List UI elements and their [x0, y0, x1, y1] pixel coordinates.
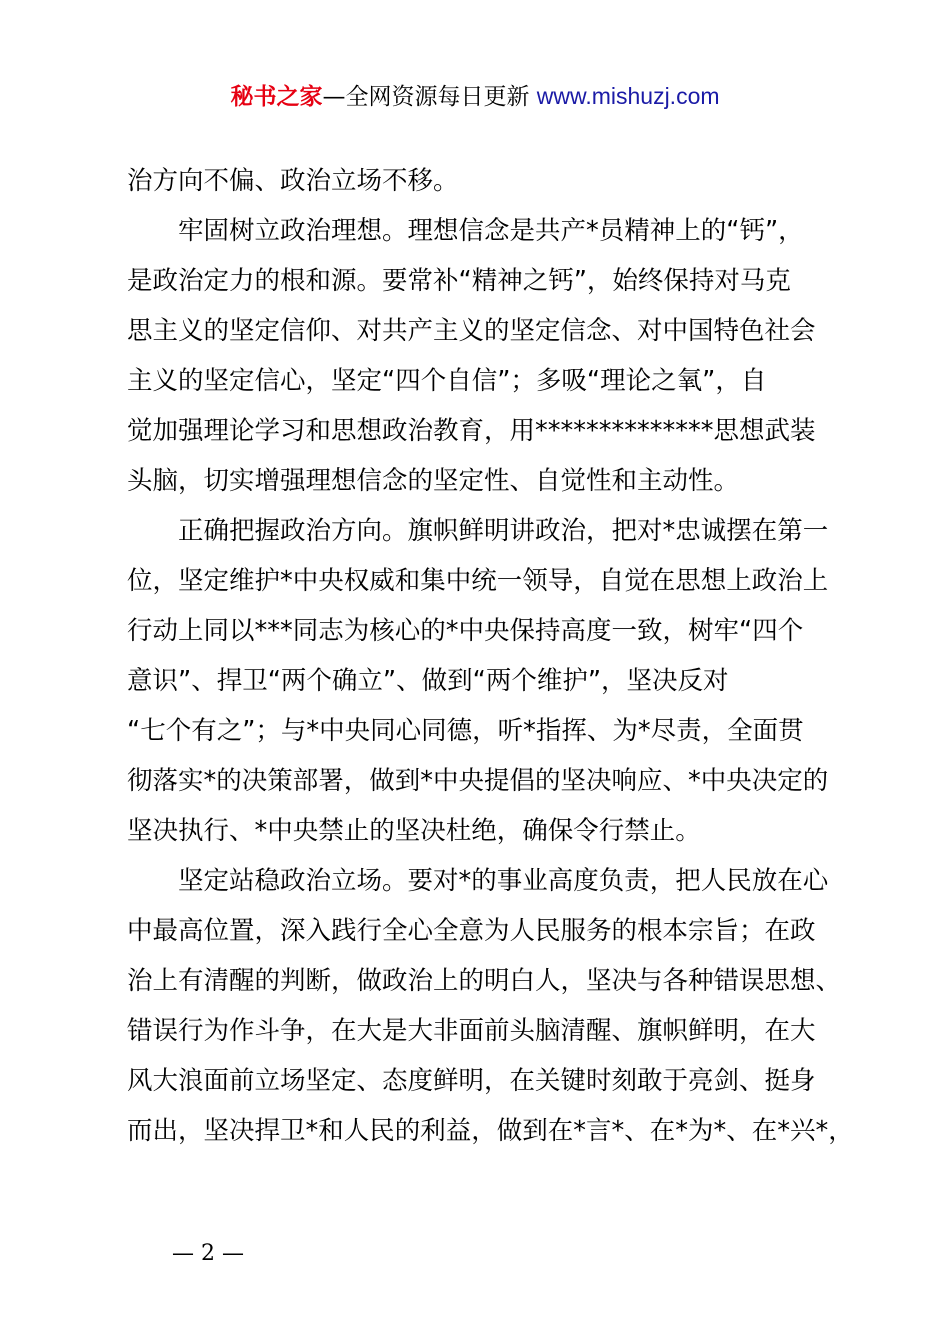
paragraph-start-line: 坚定站稳政治立场。要对*的事业高度负责，把人民放在心: [178, 866, 829, 896]
document-body: [127, 156, 854, 1156]
text-line: 是政治定力的根和源。要常补“精神之钙”，始终保持对马克: [127, 266, 791, 296]
text-line: 风大浪面前立场坚定、态度鲜明，在关键时刻敢于亮剑、挺身: [127, 1066, 816, 1096]
text-line: 而出，坚决捍卫*和人民的利益，做到在*言*、在*为*、在*兴*，: [127, 1116, 854, 1146]
text-line: 行动上同以***同志为核心的*中央保持高度一致，树牢“四个: [127, 616, 804, 646]
text-line: 思主义的坚定信仰、对共产主义的坚定信念、对中国特色社会: [127, 316, 816, 346]
text-line: 主义的坚定信心，坚定“四个自信”；多吸“理论之氧”，自: [127, 366, 767, 396]
site-brand: 秘书之家: [230, 84, 323, 110]
page-header: [0, 78, 950, 115]
site-url-link[interactable]: www.mishuzj.com: [536, 83, 720, 109]
text-line: 治上有清醒的判断，做政治上的明白人，坚决与各种错误思想、: [127, 966, 842, 996]
page-number: — 2 —: [172, 1241, 244, 1266]
text-line: 觉加强理论学习和思想政治教育，用**************思想武装: [127, 416, 816, 446]
text-line: 中最高位置，深入践行全心全意为人民服务的根本宗旨；在政: [127, 916, 816, 946]
text-line: 错误行为作斗争，在大是大非面前头脑清醒、旗帜鲜明，在大: [127, 1016, 816, 1046]
text-line: 意识”、捍卫“两个确立”、做到“两个维护”，坚决反对: [127, 666, 729, 696]
paragraph-start-line: 正确把握政治方向。旗帜鲜明讲政治，把对*忠诚摆在第一: [178, 516, 829, 546]
text-line: 治方向不偏、政治立场不移。: [127, 166, 459, 196]
text-line: 坚决执行、*中央禁止的坚决杜绝，确保令行禁止。: [127, 816, 701, 846]
text-line: 彻落实*的决策部署，做到*中央提倡的坚决响应、*中央决定的: [127, 766, 829, 796]
paragraph-start-line: 牢固树立政治理想。理想信念是共产*员精神上的“钙”，: [178, 216, 804, 246]
text-line: “七个有之”；与*中央同心同德，听*指挥、为*尽责，全面贯: [127, 716, 804, 746]
site-tagline: —全网资源每日更新: [322, 84, 537, 110]
text-line: 位，坚定维护*中央权威和集中统一领导，自觉在思想上政治上: [127, 566, 829, 596]
text-line: 头脑，切实增强理想信念的坚定性、自觉性和主动性。: [127, 466, 740, 496]
